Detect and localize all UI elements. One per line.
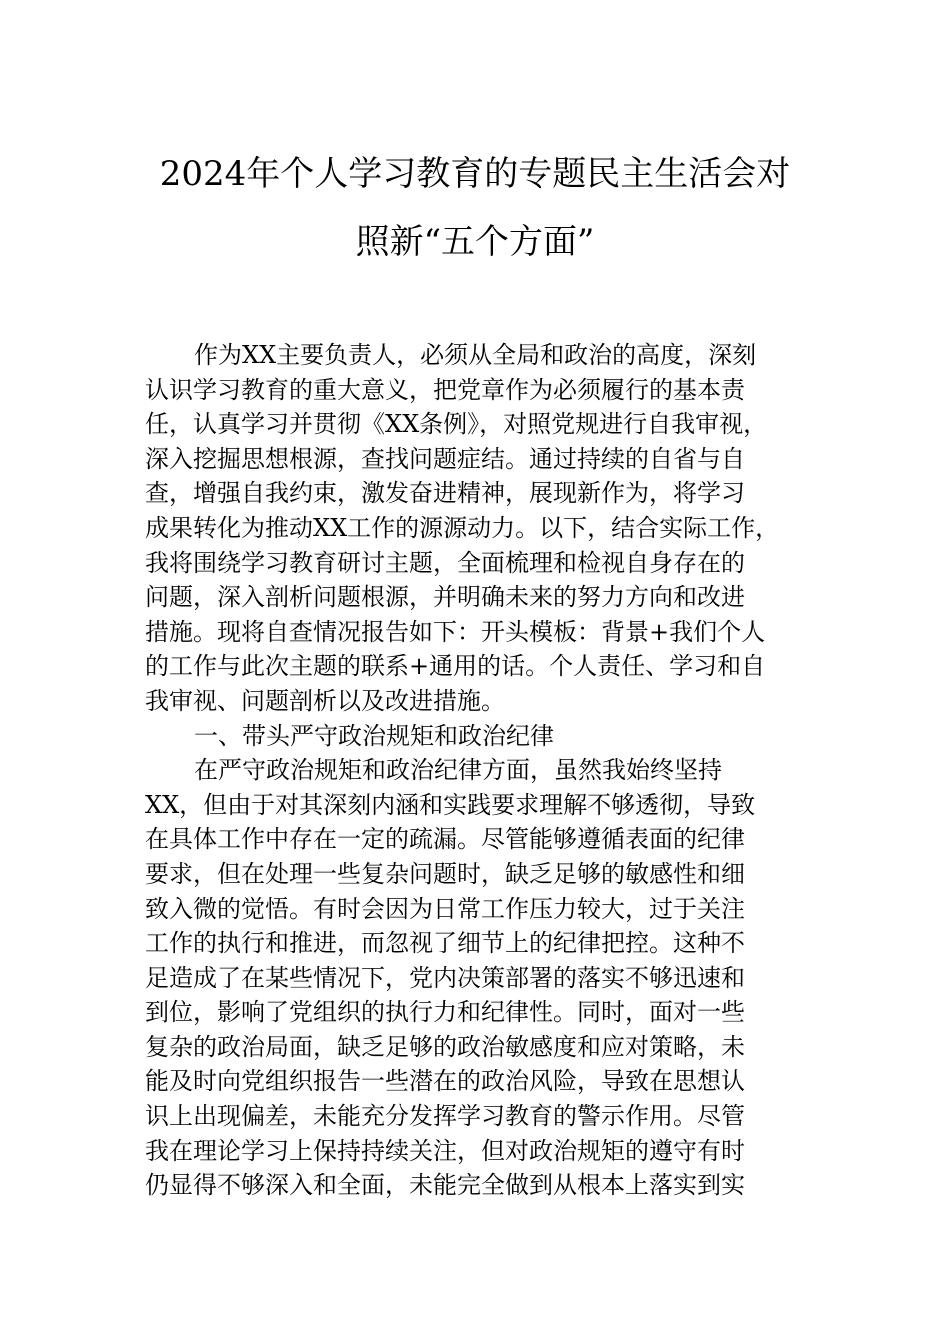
body-line: 的工作与此次主题的联系+通用的话。个人责任、学习和自 xyxy=(145,652,766,681)
section-heading: 一、带头严守政治规矩和政治纪律 xyxy=(194,721,554,750)
body-line: 仍显得不够深入和全面，未能完全做到从根本上落实到实 xyxy=(145,1171,745,1200)
body-line: 我审视、问题剖析以及改进措施。 xyxy=(145,686,505,715)
body-line: 问题，深入剖析问题根源，并明确未来的努力方向和改进 xyxy=(145,583,745,612)
body-line: 到位，影响了党组织的执行力和纪律性。同时，面对一些 xyxy=(145,998,745,1027)
body-line: 成果转化为推动XX工作的源源动力。以下，结合实际工作， xyxy=(145,513,780,542)
body-line: 在严守政治规矩和政治纪律方面，虽然我始终坚持 xyxy=(194,756,722,785)
body-line: 措施。现将自查情况报告如下：开头模板：背景+我们个人 xyxy=(145,617,766,646)
body-line: 任，认真学习并贯彻《XX条例》，对照党规进行自我审视， xyxy=(145,410,768,439)
body-line: 我在理论学习上保持持续关注，但对政治规矩的遵守有时 xyxy=(145,1136,745,1165)
body-line: 深入挖掘思想根源，查找问题症结。通过持续的自省与自 xyxy=(145,444,745,473)
body-line: 足造成了在某些情况下，党内决策部署的落实不够迅速和 xyxy=(145,963,745,992)
body-line: 认识学习教育的重大意义，把党章作为必须履行的基本责 xyxy=(145,375,745,404)
document-title-line-2: 照新“五个方面” xyxy=(355,222,595,262)
body-line: 查，增强自我约束，激发奋进精神，展现新作为，将学习 xyxy=(145,479,745,508)
body-line: 要求，但在处理一些复杂问题时，缺乏足够的敏感性和细 xyxy=(145,859,745,888)
body-line: 识上出现偏差，未能充分发挥学习教育的警示作用。尽管 xyxy=(145,1102,745,1131)
body-line: 能及时向党组织报告一些潜在的政治风险，导致在思想认 xyxy=(145,1067,745,1096)
body-line: 我将围绕学习教育研讨主题，全面梳理和检视自身存在的 xyxy=(145,548,745,577)
body-line: 致入微的觉悟。有时会因为日常工作压力较大，过于关注 xyxy=(145,894,745,923)
body-line: 在具体工作中存在一定的疏漏。尽管能够遵循表面的纪律 xyxy=(145,825,745,854)
body-line: XX，但由于对其深刻内涵和实践要求理解不够透彻，导致 xyxy=(145,790,756,819)
body-line: 作为XX主要负责人，必须从全局和政治的高度，深刻 xyxy=(194,341,757,369)
document-title-line-1: 2024年个人学习教育的专题民主生活会对 xyxy=(159,154,791,194)
document-body xyxy=(145,338,835,1203)
body-line: 复杂的政治局面，缺乏足够的政治敏感度和应对策略，未 xyxy=(145,1032,745,1061)
body-line: 工作的执行和推进，而忽视了细节上的纪律把控。这种不 xyxy=(145,929,745,958)
